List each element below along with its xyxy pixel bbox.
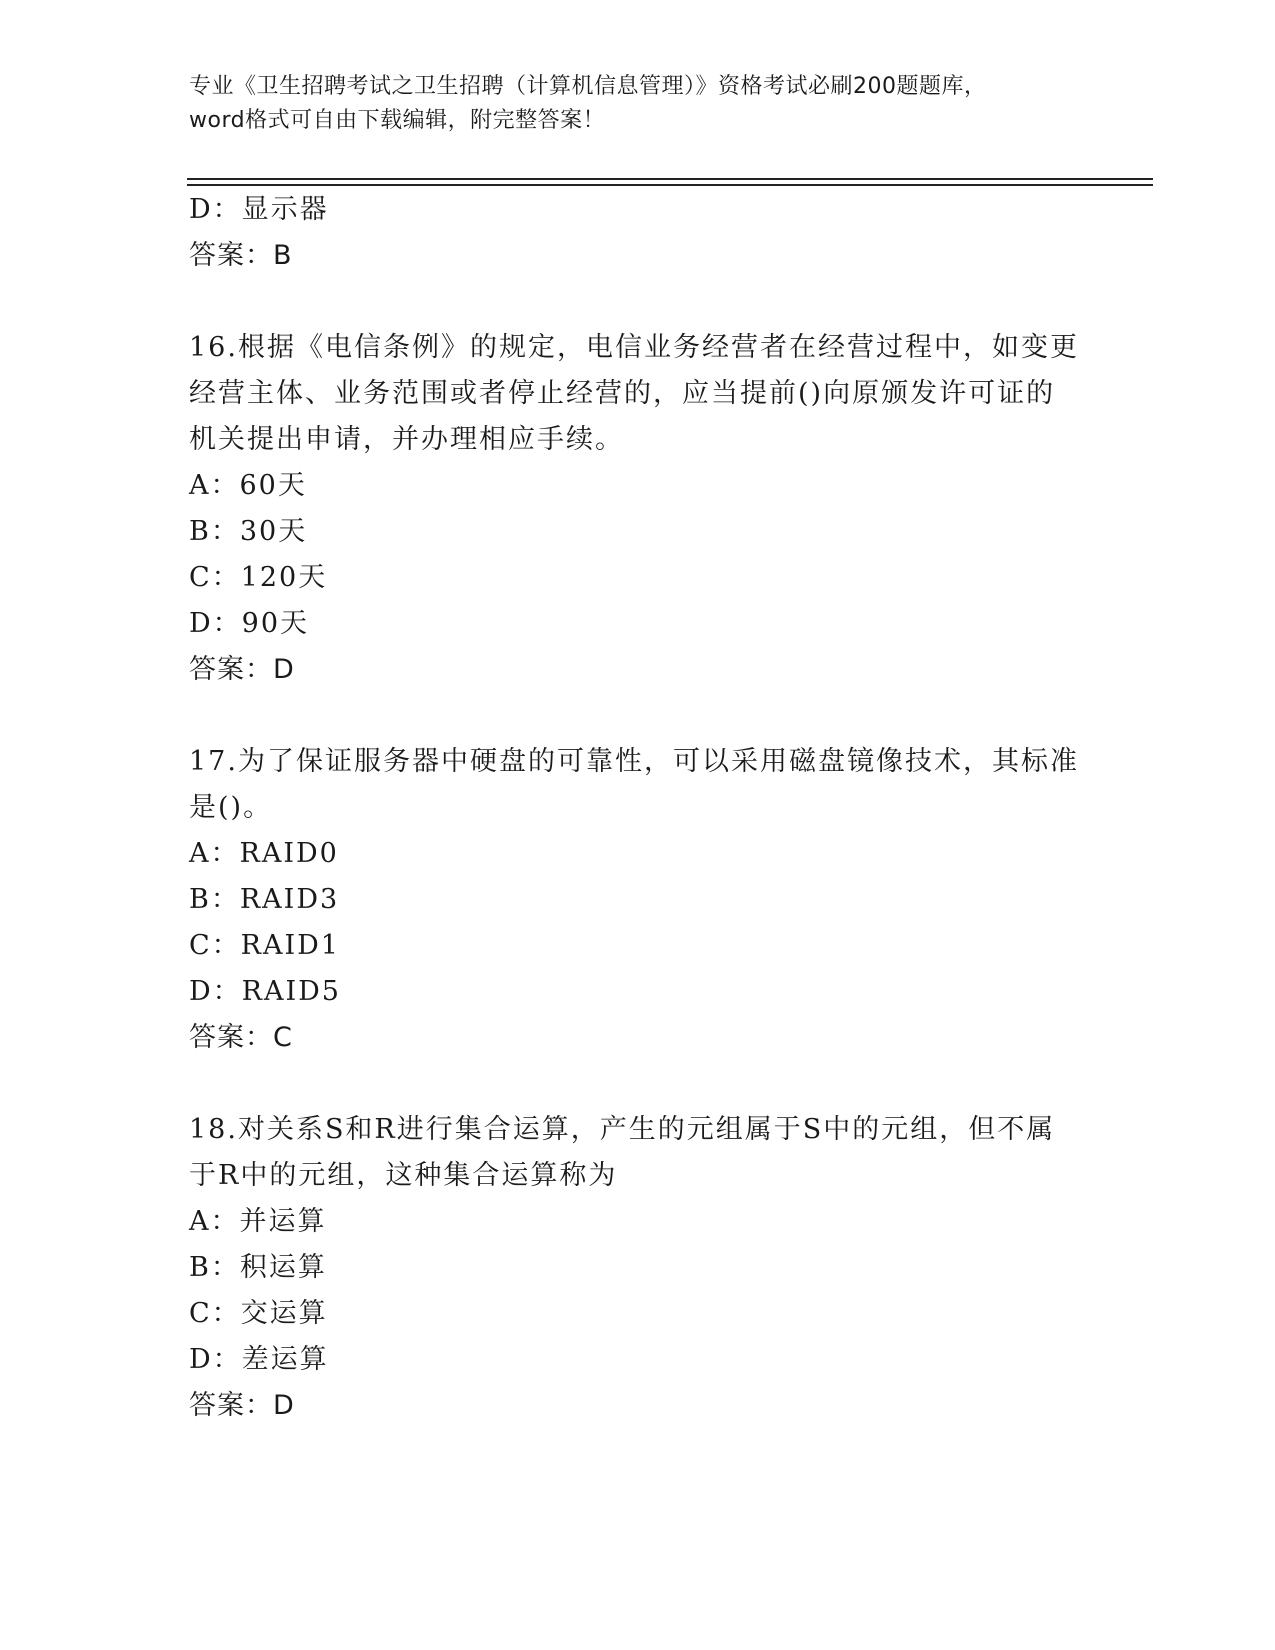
answer-line: 答案：C [189, 1022, 293, 1053]
option-a: A：RAID0 [189, 838, 339, 869]
option-d: D：差运算 [189, 1344, 329, 1375]
answer-line: 答案：B [189, 240, 293, 271]
option-a: A：并运算 [189, 1206, 327, 1237]
question-text-line: 16.根据《电信条例》的规定，电信业务经营者在经营过程中，如变更 [189, 332, 1079, 363]
header-divider-bottom [187, 184, 1153, 186]
option-a: A：60天 [189, 470, 307, 501]
question-text-line: 是()。 [189, 792, 273, 823]
question-text-line: 机关提出申请，并办理相应手续。 [189, 424, 624, 455]
option-c: C：交运算 [189, 1298, 328, 1329]
option-c: C：RAID1 [189, 930, 340, 961]
question-text-line: 18.对关系S和R进行集合运算，产生的元组属于S中的元组，但不属 [189, 1114, 1056, 1145]
header-divider-top [187, 178, 1153, 180]
option-d: D：RAID5 [189, 976, 341, 1007]
answer-line: 答案：D [189, 654, 295, 685]
question-18 [189, 1107, 1089, 1429]
question-text-line: 17.为了保证服务器中硬盘的可靠性，可以采用磁盘镜像技术，其标准 [189, 746, 1079, 777]
header-title-line-2: word格式可自由下载编辑，附完整答案！ [189, 108, 606, 133]
previous-question-tail [189, 187, 1089, 279]
question-text-line: 经营主体、业务范围或者停止经营的，应当提前()向原颁发许可证的 [189, 378, 1056, 409]
page-header [189, 70, 1089, 138]
header-title-line-1: 专业《卫生招聘考试之卫生招聘（计算机信息管理）》资格考试必刷200题题库， [189, 74, 987, 99]
answer-line: 答案：D [189, 1390, 295, 1421]
option-b: B：30天 [189, 516, 308, 547]
option-d: D：显示器 [189, 194, 329, 225]
option-b: B：RAID3 [189, 884, 340, 915]
option-b: B：积运算 [189, 1252, 327, 1283]
question-16 [189, 325, 1089, 693]
option-c: C：120天 [189, 562, 328, 593]
question-17 [189, 739, 1089, 1061]
question-content [189, 187, 1089, 1429]
option-d: D：90天 [189, 608, 310, 639]
question-text-line: 于R中的元组，这种集合运算称为 [189, 1160, 618, 1191]
